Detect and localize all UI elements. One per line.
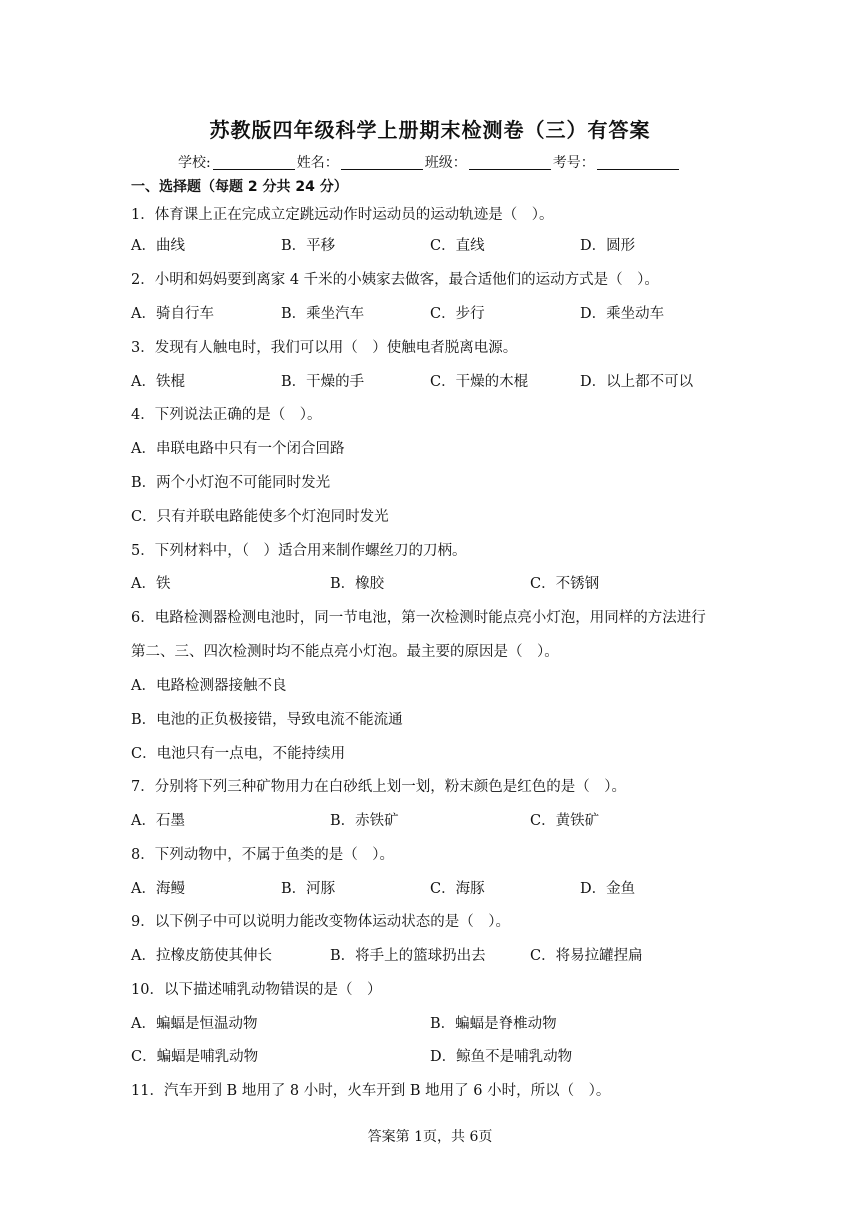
school-label: 学校: [178, 155, 211, 171]
q3-option-c[interactable]: C．干燥的木棍 [430, 374, 529, 390]
q5-option-a[interactable]: A．铁 [131, 576, 171, 592]
q2-option-d[interactable]: D．乘坐动车 [580, 306, 665, 322]
q8-option-a[interactable]: A．海鳗 [131, 881, 185, 897]
name-blank[interactable] [341, 155, 423, 170]
q7-option-c[interactable]: C．黄铁矿 [530, 813, 600, 829]
question-10: 10．以下描述哺乳动物错误的是（ ） [131, 982, 382, 998]
question-6-continued: 第二、三、四次检测时均不能点亮小灯泡。最主要的原因是（ ）。 [131, 644, 559, 660]
q1-option-c[interactable]: C．直线 [430, 238, 485, 254]
q2-option-c[interactable]: C．步行 [430, 306, 485, 322]
page-footer: 答案第 1页，共 6页 [367, 1129, 493, 1145]
question-8: 8．下列动物中，不属于鱼类的是（ ）。 [131, 847, 394, 863]
question-6: 6．电路检测器检测电池时，同一节电池，第一次检测时能点亮小灯泡，用同样的方法进行 [131, 610, 706, 626]
q8-option-d[interactable]: D．金鱼 [580, 881, 636, 897]
q7-option-b[interactable]: B．赤铁矿 [330, 813, 399, 829]
question-11: 11．汽车开到 B 地用了 8 小时，火车开到 B 地用了 6 小时，所以（ ）。 [131, 1083, 611, 1099]
q4-option-c[interactable]: C．只有并联电路能使多个灯泡同时发光 [131, 509, 389, 525]
question-7: 7．分别将下列三种矿物用力在白砂纸上划一划，粉末颜色是红色的是（ ）。 [131, 779, 626, 795]
q10-option-b[interactable]: B．蝙蝠是脊椎动物 [430, 1016, 557, 1032]
q4-option-a[interactable]: A．串联电路中只有一个闭合回路 [131, 441, 345, 457]
student-info-line [178, 152, 681, 172]
exam-no-label: 考号： [552, 155, 595, 171]
page-title: 苏教版四年级科学上册期末检测卷（三）有答案 [209, 118, 651, 142]
q2-option-b[interactable]: B．乘坐汽车 [281, 306, 365, 322]
q10-option-c[interactable]: C．蝙蝠是哺乳动物 [131, 1049, 259, 1065]
q4-option-b[interactable]: B．两个小灯泡不可能同时发光 [131, 475, 331, 491]
q6-option-b[interactable]: B．电池的正负极接错，导致电流不能流通 [131, 712, 403, 728]
q1-option-d[interactable]: D．圆形 [580, 238, 636, 254]
q9-option-c[interactable]: C．将易拉罐捏扁 [530, 948, 643, 964]
class-blank[interactable] [469, 155, 551, 170]
q3-option-d[interactable]: D．以上都不可以 [580, 374, 694, 390]
q6-option-c[interactable]: C．电池只有一点电，不能持续用 [131, 746, 346, 762]
question-5: 5．下列材料中，（ ）适合用来制作螺丝刀的刀柄。 [131, 543, 467, 559]
school-blank[interactable] [213, 155, 295, 170]
question-9: 9．以下例子中可以说明力能改变物体运动状态的是（ ）。 [131, 914, 510, 930]
q6-option-a[interactable]: A．电路检测器接触不良 [131, 678, 287, 694]
q1-option-a[interactable]: A．曲线 [131, 238, 185, 254]
q8-option-b[interactable]: B．河豚 [281, 881, 336, 897]
class-label: 班级： [424, 155, 467, 171]
question-1: 1．体育课上正在完成立定跳远动作时运动员的运动轨迹是（ ）。 [131, 207, 554, 223]
q3-option-b[interactable]: B．干燥的手 [281, 374, 365, 390]
exam-no-blank[interactable] [597, 155, 679, 170]
q5-option-b[interactable]: B．橡胶 [330, 576, 385, 592]
section-heading: 一、选择题（每题 2 分共 24 分） [131, 179, 348, 195]
q8-option-c[interactable]: C．海豚 [430, 881, 485, 897]
q9-option-a[interactable]: A．拉橡皮筋使其伸长 [131, 948, 272, 964]
question-3: 3．发现有人触电时，我们可以用（ ）使触电者脱离电源。 [131, 340, 518, 356]
q5-option-c[interactable]: C．不锈钢 [530, 576, 600, 592]
q1-option-b[interactable]: B．平移 [281, 238, 336, 254]
name-label: 姓名： [296, 155, 339, 171]
q10-option-d[interactable]: D．鲸鱼不是哺乳动物 [430, 1049, 573, 1065]
q9-option-b[interactable]: B．将手上的篮球扔出去 [330, 948, 486, 964]
question-4: 4．下列说法正确的是（ ）。 [131, 407, 322, 423]
q10-option-a[interactable]: A．蝙蝠是恒温动物 [131, 1016, 258, 1032]
q7-option-a[interactable]: A．石墨 [131, 813, 185, 829]
q3-option-a[interactable]: A．铁棍 [131, 374, 185, 390]
q2-option-a[interactable]: A．骑自行车 [131, 306, 214, 322]
question-2: 2．小明和妈妈要到离家 4 千米的小姨家去做客，最合适他们的运动方式是（ ）。 [131, 272, 659, 288]
